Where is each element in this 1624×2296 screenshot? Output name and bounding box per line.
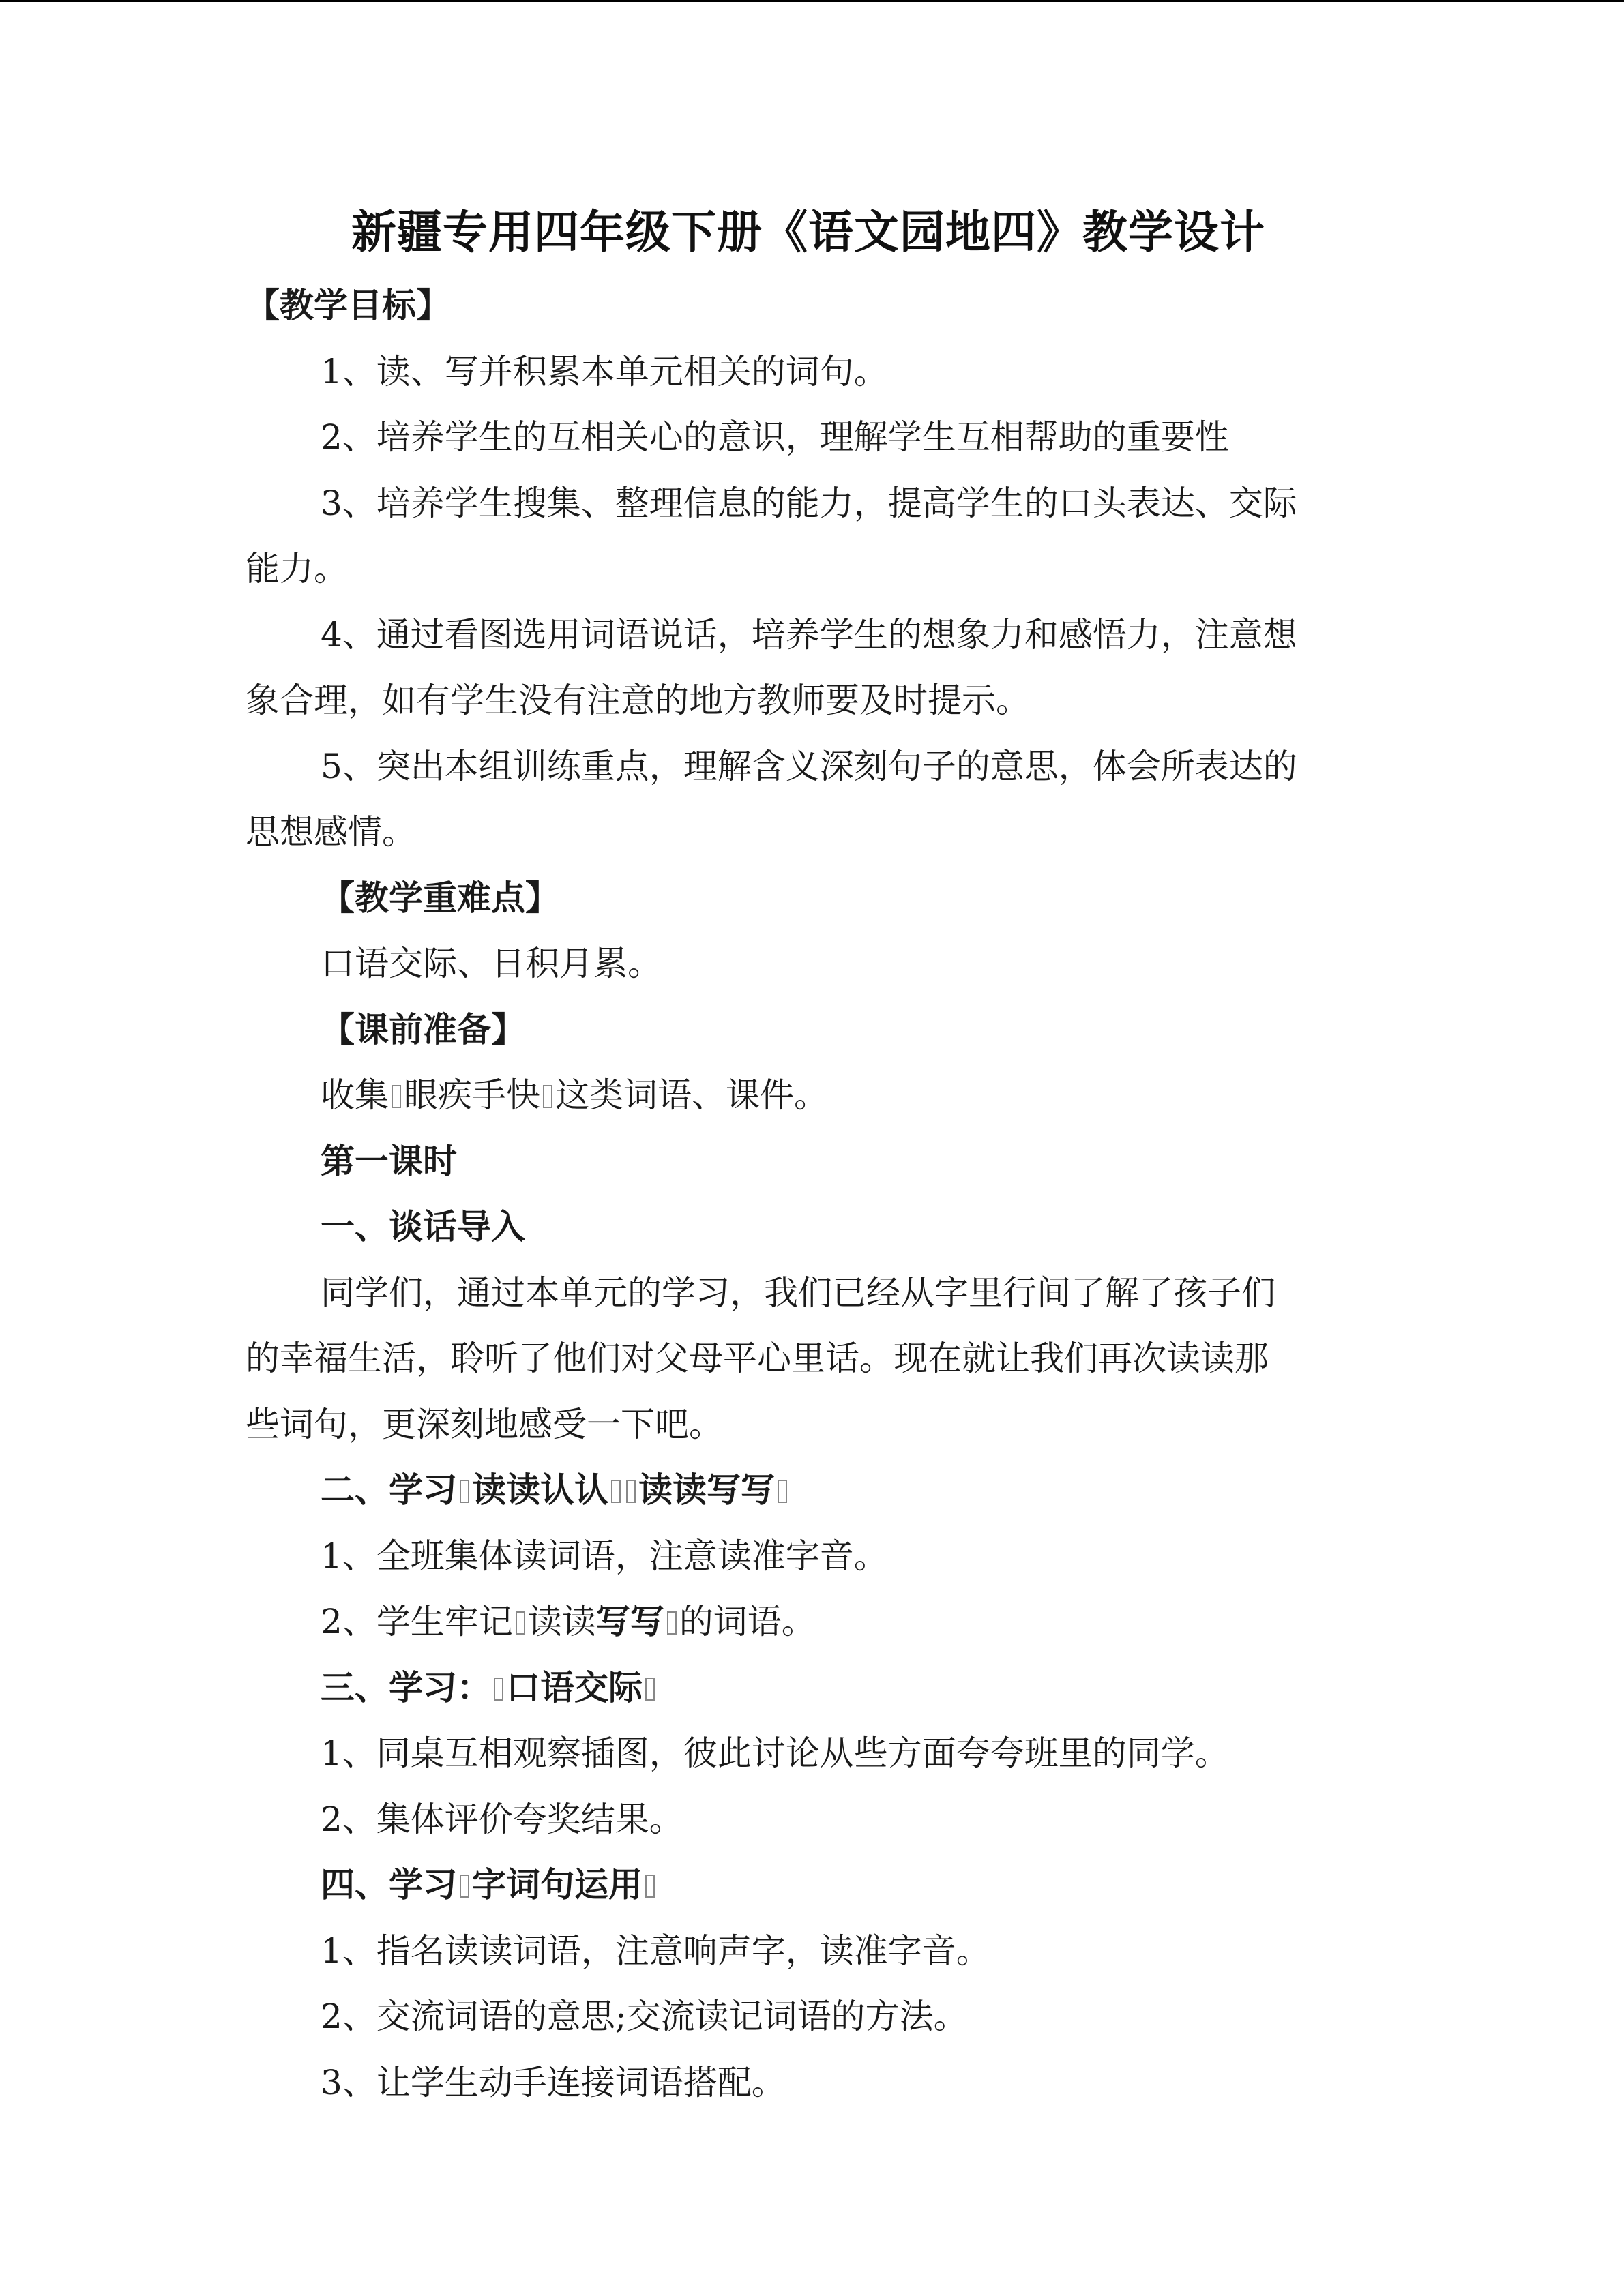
section-2-heading [246, 1457, 1371, 1523]
missing-glyph-box [626, 1480, 636, 1503]
key-points-heading: 【教学重难点】 [321, 877, 559, 918]
section-3-heading-part-1: 三、学习： [321, 1667, 491, 1708]
goals-heading: 【教学目标】 [246, 285, 450, 325]
section-4-heading [246, 1852, 1371, 1918]
section-2-heading-part-3: 读读写写 [638, 1470, 775, 1510]
section-4-item-3: 3、让学生动手连接词语搭配。 [321, 2062, 786, 2102]
goal-2: 2、培养学生的互相关心的意识，理解学生互相帮助的重要性 [321, 417, 1229, 457]
section-2-item-2-part-3: 写写 [595, 1601, 664, 1641]
goal-4-line-2: 象合理，如有学生没有注意的地方教师要及时提示。 [246, 681, 1030, 720]
section-3-heading-part-2: 口语交际 [506, 1667, 643, 1708]
section-3-item-1: 1、同桌互相观察插图，彼此讨论从些方面夸夸班里的同学。 [321, 1733, 1229, 1773]
missing-glyph-box [460, 1875, 469, 1898]
document-page [246, 191, 1371, 2115]
section-3-heading [246, 1655, 1371, 1721]
section-1-line-3: 些词句，更深刻地感受一下吧。 [246, 1404, 723, 1444]
prep-text-part-1: 收集 [321, 1075, 389, 1115]
missing-glyph-box [645, 1875, 655, 1898]
section-4-item-1: 1、指名读读词语，注意响声字，读准字音。 [321, 1930, 990, 1971]
document-title: 新疆专用四年级下册《语文园地四》教学设计 [351, 205, 1265, 258]
section-4-heading-part-1: 四、学习 [321, 1864, 457, 1905]
missing-glyph-box [778, 1480, 787, 1503]
preparation-text [246, 1062, 1371, 1129]
missing-glyph-box [645, 1678, 655, 1701]
section-3-item-2: 2、集体评价夸奖结果。 [321, 1799, 683, 1839]
section-2-item-2 [246, 1589, 1371, 1655]
missing-glyph-box [667, 1611, 677, 1635]
section-2-item-2-part-4: 的词语。 [679, 1602, 816, 1641]
section-4-heading-part-2: 字词句运用 [472, 1864, 643, 1905]
missing-glyph-box [516, 1611, 525, 1635]
goal-3-line-2: 能力。 [246, 549, 348, 588]
section-2-heading-part-1: 二、学习 [321, 1470, 457, 1510]
goal-1: 1、读、写并积累本单元相关的词句。 [321, 351, 888, 391]
section-4-item-2: 2、交流词语的意思;交流读记词语的方法。 [321, 1997, 968, 2036]
preparation-heading: 【课前准备】 [321, 1009, 525, 1049]
goal-5-line-1: 5、突出本组训练重点，理解含义深刻句子的意思，体会所表达的 [321, 746, 1297, 786]
page-top-border [0, 0, 1624, 2]
lesson-1-heading: 第一课时 [321, 1140, 457, 1181]
missing-glyph-box [460, 1480, 469, 1503]
missing-glyph-box [392, 1085, 401, 1108]
missing-glyph-box [494, 1678, 503, 1701]
section-2-item-1: 1、全班集体读词语，注意读准字音。 [321, 1536, 888, 1576]
section-1-heading: 一、谈话导入 [321, 1206, 525, 1247]
missing-glyph-box [543, 1085, 552, 1108]
section-2-heading-part-2: 读读认认 [472, 1470, 608, 1510]
key-points-text: 口语交际、日积月累。 [321, 944, 662, 983]
missing-glyph-box [611, 1480, 621, 1503]
goal-3-line-1: 3、培养学生搜集、整理信息的能力，提高学生的口头表达、交际 [321, 483, 1297, 523]
goal-4-line-1: 4、通过看图选用词语说话，培养学生的想象力和感悟力，注意想 [321, 614, 1297, 655]
section-1-line-2: 的幸福生活，聆听了他们对父母平心里话。现在就让我们再次读读那 [246, 1339, 1269, 1378]
section-2-item-2-part-2: 读读 [527, 1602, 596, 1641]
goal-5-line-2: 思想感情。 [246, 812, 416, 852]
section-2-item-2-part-1: 2、学生牢记 [321, 1602, 513, 1641]
prep-text-part-3: 这类词语、课件。 [555, 1075, 828, 1115]
prep-text-part-2: 眼疾手快 [404, 1075, 540, 1115]
section-1-line-1: 同学们，通过本单元的学习，我们已经从字里行间了解了孩子们 [321, 1272, 1275, 1313]
